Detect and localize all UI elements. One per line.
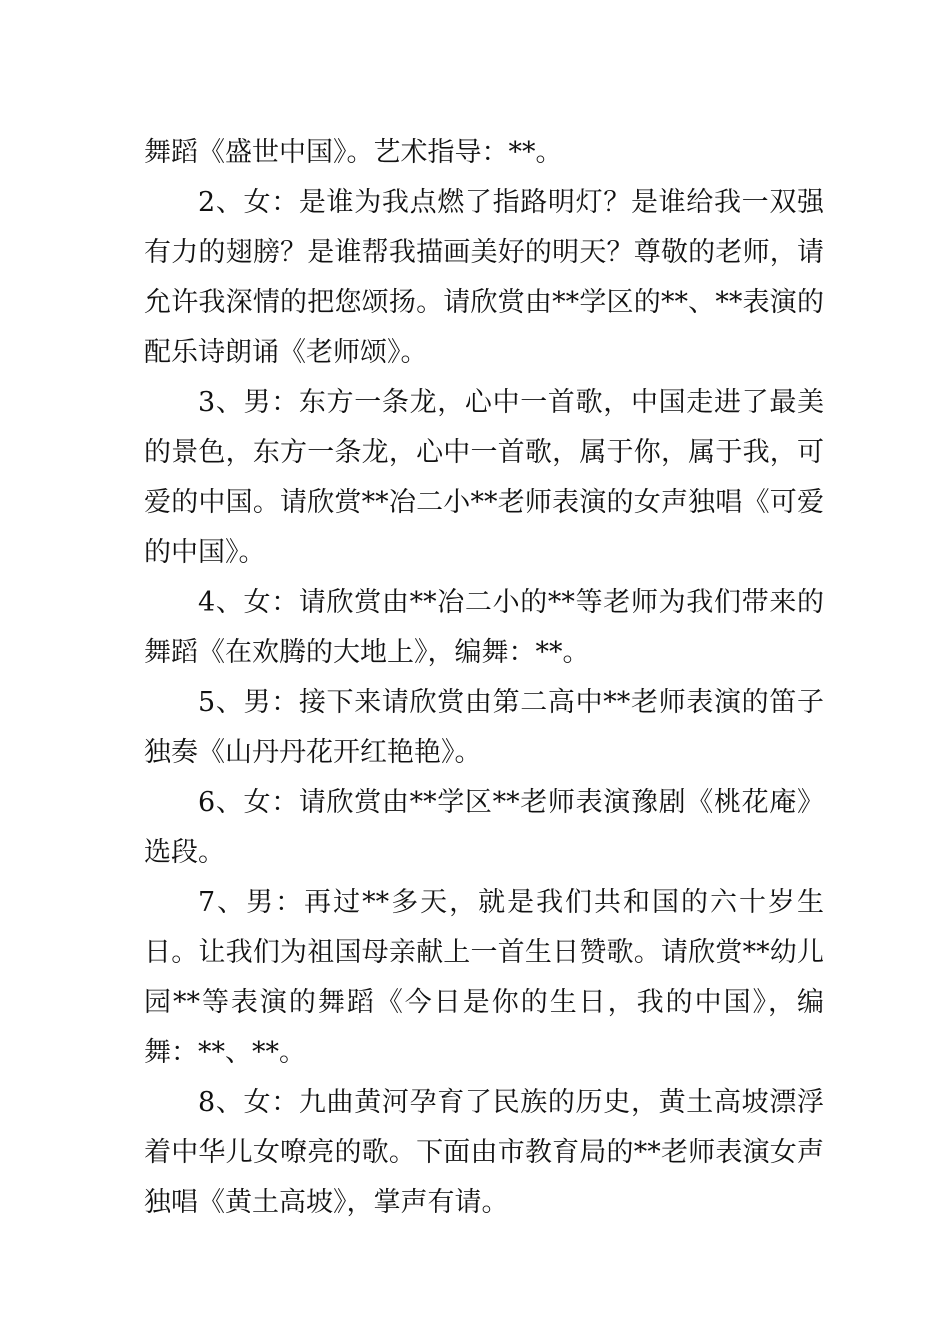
paragraph-item-8: 8、女：九曲黄河孕育了民族的历史，黄土高坡漂浮着中华儿女嘹亮的歌。下面由市教育局的**老师表演女声独唱《黄土高坡》，掌声有请。 (144, 1087, 824, 1218)
paragraph-item-5: 5、男：接下来请欣赏由第二高中**老师表演的笛子独奏《山丹丹花开红艳艳》。 (144, 687, 824, 768)
document-body (144, 128, 824, 1228)
paragraph-item-7: 7、男：再过**多天，就是我们共和国的六十岁生日。让我们为祖国母亲献上一首生日赞歌。请欣赏**幼儿园**等表演的舞蹈《今日是你的生日，我的中国》，编舞：**、**。 (144, 887, 824, 1068)
paragraph-item-3: 3、男：东方一条龙，心中一首歌，中国走进了最美的景色，东方一条龙，心中一首歌，属于你，属于我，可爱的中国。请欣赏**冶二小**老师表演的女声独唱《可爱的中国》。 (144, 387, 824, 568)
paragraph-item-6: 6、女：请欣赏由**学区**老师表演豫剧《桃花庵》选段。 (144, 787, 824, 868)
paragraph-item-2: 2、女：是谁为我点燃了指路明灯？是谁给我一双强有力的翅膀？是谁帮我描画美好的明天？尊敬的老师，请允许我深情的把您颂扬。请欣赏由**学区的**、**表演的配乐诗朗诵《老师颂》。 (144, 187, 824, 368)
paragraph-item-4: 4、女：请欣赏由**冶二小的**等老师为我们带来的舞蹈《在欢腾的大地上》，编舞：**。 (144, 587, 824, 668)
paragraph-continuation: 舞蹈《盛世中国》。艺术指导：**。 (144, 137, 563, 168)
